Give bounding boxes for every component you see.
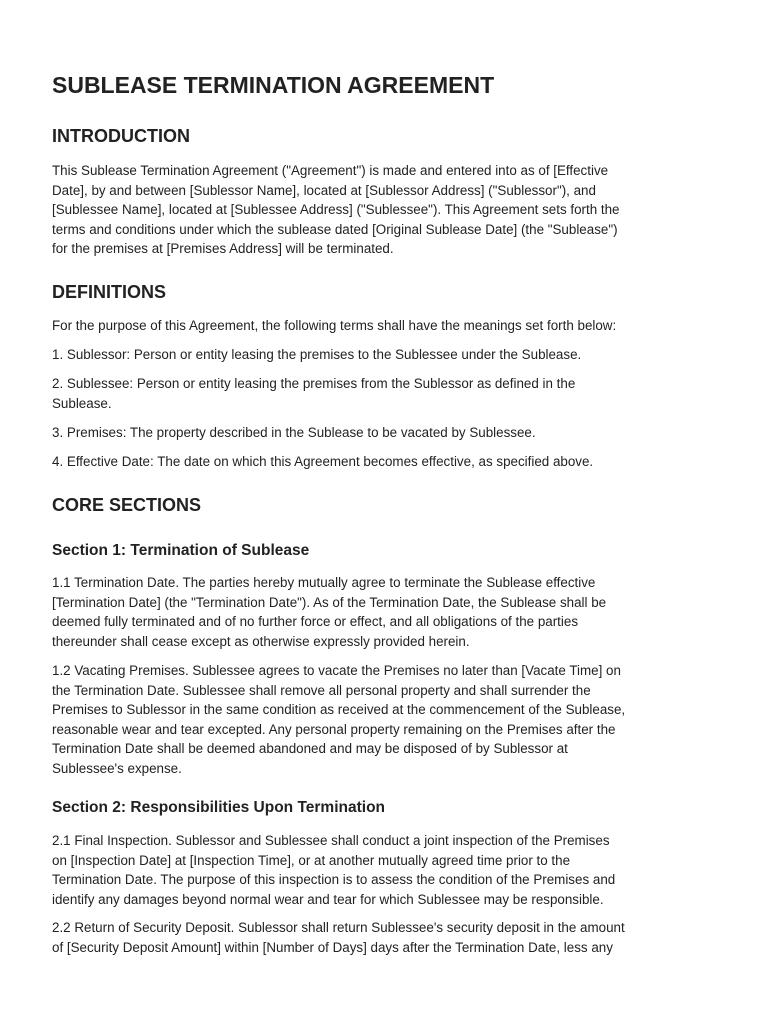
section-2-1-paragraph bbox=[52, 831, 718, 909]
text-line: identify any damages beyond normal wear and tear for which Sublessee may be responsible. bbox=[52, 891, 604, 907]
text-line: of [Security Deposit Amount] within [Number of Days] days after the Termination Date, less any bbox=[52, 939, 613, 955]
section-1-2-paragraph bbox=[52, 661, 718, 778]
section-2-2-paragraph bbox=[52, 918, 718, 957]
text-line: for the premises at [Premises Address] will be terminated. bbox=[52, 241, 394, 256]
text-line: Termination Date. The purpose of this inspection is to assess the condition of the Premises and bbox=[52, 872, 616, 887]
definitions-intro: For the purpose of this Agreement, the following terms shall have the meanings set forth below: bbox=[52, 318, 617, 333]
text-line: 2.2 Return of Security Deposit. Sublessor shall return Sublessee's security deposit in the amount bbox=[52, 920, 625, 935]
definitions-heading: DEFINITIONS bbox=[52, 282, 167, 302]
section-1-1-paragraph bbox=[52, 573, 718, 651]
introduction-paragraph bbox=[52, 161, 718, 259]
section-1-heading: Section 1: Termination of Sublease bbox=[52, 542, 310, 559]
core-sections-heading: CORE SECTIONS bbox=[52, 495, 202, 515]
text-line: [Sublessee Name], located at [Sublessee Address] ("Sublessee"). This Agreement sets forth the bbox=[52, 202, 620, 217]
definition-item-effective-date: 4. Effective Date: The date on which this Agreement becomes effective, as specified above. bbox=[52, 454, 594, 469]
introduction-heading: INTRODUCTION bbox=[52, 126, 190, 146]
text-line: 2. Sublessee: Person or entity leasing the premises from the Sublessor as defined in the bbox=[52, 376, 576, 391]
section-2-heading: Section 2: Responsibilities Upon Termination bbox=[52, 799, 386, 816]
text-line: Termination Date shall be deemed abandoned and may be disposed of by Sublessor at bbox=[52, 741, 568, 756]
text-line: Date], by and between [Sublessor Name], located at [Sublessor Address] ("Sublessor"), and bbox=[52, 182, 596, 198]
definition-item-premises: 3. Premises: The property described in the Sublease to be vacated by Sublessee. bbox=[52, 425, 536, 440]
text-line: thereunder shall cease except as otherwise expressly provided herein. bbox=[52, 633, 470, 649]
document-title: SUBLEASE TERMINATION AGREEMENT bbox=[52, 72, 495, 98]
text-line: deemed fully terminated and of no further force or effect, and all obligations of the parties bbox=[52, 614, 579, 629]
text-line: terms and conditions under which the sublease dated [Original Sublease Date] (the "Sublease") bbox=[52, 221, 618, 237]
text-line: 2.1 Final Inspection. Sublessor and Sublessee shall conduct a joint inspection of the Premises bbox=[52, 833, 610, 848]
definition-item-sublessee bbox=[52, 374, 718, 413]
text-line: the Termination Date. Sublessee shall remove all personal property and shall surrender the bbox=[52, 682, 591, 698]
text-line: This Sublease Termination Agreement ("Agreement") is made and entered into as of [Effective bbox=[52, 163, 609, 178]
text-line: on [Inspection Date] at [Inspection Time], or at another mutually agreed time prior to the bbox=[52, 852, 571, 868]
definition-item-sublessor: 1. Sublessor: Person or entity leasing the premises to the Sublessee under the Sublease. bbox=[52, 347, 582, 362]
text-line: [Termination Date] (the "Termination Date"). As of the Termination Date, the Sublease shall be bbox=[52, 594, 607, 610]
text-line: 1.2 Vacating Premises. Sublessee agrees to vacate the Premises no later than [Vacate Time] on bbox=[52, 663, 621, 678]
text-line: Sublease. bbox=[52, 395, 112, 411]
text-line: Premises to Sublessor in the same condition as received at the commencement of the Sublease, bbox=[52, 702, 626, 717]
text-line: 1.1 Termination Date. The parties hereby mutually agree to terminate the Sublease effective bbox=[52, 575, 596, 590]
text-line: Sublessee's expense. bbox=[52, 760, 182, 776]
text-line: reasonable wear and tear excepted. Any personal property remaining on the Premises after the bbox=[52, 721, 616, 737]
